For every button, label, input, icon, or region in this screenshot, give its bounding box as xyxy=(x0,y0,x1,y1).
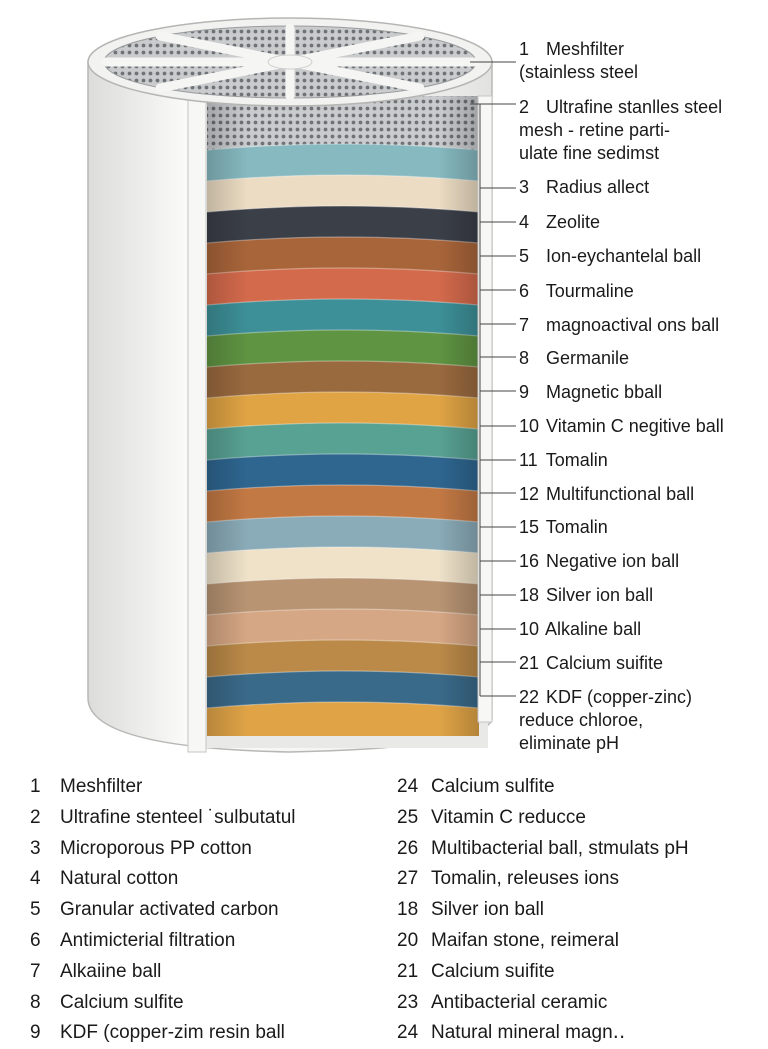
legend-text: Silver ion ball xyxy=(431,899,544,921)
legend-text: Alkaiine ball xyxy=(60,960,162,982)
callout-label xyxy=(519,96,764,165)
legend-item xyxy=(397,838,689,860)
callout-text: Radius allect xyxy=(546,177,650,197)
callout-text: Vitamin C negitive ball xyxy=(546,416,724,436)
callout-number: 21 xyxy=(519,653,540,673)
callout-text: KDF (copper-zinc) reduce chloroe, eliminate pH xyxy=(519,687,693,753)
legend-number: 25 xyxy=(397,806,419,828)
legend-item xyxy=(30,930,235,952)
legend-item xyxy=(397,992,607,1014)
legend-number: 5 xyxy=(30,899,41,921)
callout-text: Ion-eychantelal ball xyxy=(546,246,702,266)
callout-number: 11 xyxy=(519,450,538,470)
legend-number: 4 xyxy=(30,868,41,890)
callout-text: Ultrafine stanlles steel mesh - retine parti- ulate fine sedimst xyxy=(519,97,723,163)
legend-item xyxy=(30,868,178,890)
callout-text: Tomalin xyxy=(545,517,608,537)
callout-label xyxy=(519,176,764,199)
callout-number: 10 xyxy=(519,416,540,436)
callout-number: 9 xyxy=(519,382,530,402)
callout-number: 22 xyxy=(519,687,540,707)
legend-item xyxy=(30,961,161,983)
legend-number: 7 xyxy=(30,960,41,982)
callout-label xyxy=(519,381,764,404)
legend-number: 24 xyxy=(397,1022,419,1044)
legend-text: Vitamin C reducce xyxy=(431,806,586,828)
callout-text: Negative ion ball xyxy=(546,551,680,571)
legend-text: Natural mineral magn‥ xyxy=(431,1022,626,1044)
legend-item xyxy=(397,961,555,983)
legend-number: 27 xyxy=(397,868,419,890)
callout-label xyxy=(519,245,764,268)
callout-text: Alkaline ball xyxy=(545,619,642,639)
legend-text: Tomalin, releuses ions xyxy=(431,868,619,890)
callout-number: 8 xyxy=(519,348,530,368)
callout-text: Tourmaline xyxy=(545,281,634,301)
callout-number: 15 xyxy=(519,517,540,537)
legend-number: 6 xyxy=(30,930,41,951)
legend-text: Calcium sulfite xyxy=(431,776,555,797)
callout-number: 7 xyxy=(519,315,530,335)
legend-text: Antibacterial ceramic xyxy=(431,991,608,1013)
callout-number: 10 xyxy=(519,619,540,639)
callout-text: Meshfilter (stainless steel xyxy=(519,39,639,82)
callout-number: 6 xyxy=(519,281,530,301)
callout-label xyxy=(519,211,764,234)
legend-number: 20 xyxy=(397,930,419,951)
legend-number: 18 xyxy=(397,899,419,921)
callout-number: 5 xyxy=(519,246,530,266)
callout-label xyxy=(519,686,764,755)
legend-item xyxy=(397,930,619,952)
legend-number: 8 xyxy=(30,991,41,1013)
legend-number: 3 xyxy=(30,837,41,859)
callout-text: Tomalin xyxy=(545,450,608,470)
shell-cut-edge-left xyxy=(188,96,206,752)
legend-text: Calcium sulfite xyxy=(60,991,184,1013)
callout-label xyxy=(519,347,764,370)
legend-text: Antimicterial filtration xyxy=(60,930,236,951)
legend-text: Meshfilter xyxy=(60,776,143,797)
callout-number: 2 xyxy=(519,97,530,117)
callout-label xyxy=(519,483,764,506)
callout-text: Silver ion ball xyxy=(546,585,654,605)
callout-label xyxy=(519,314,764,337)
legend-item xyxy=(397,868,619,890)
legend-text: Ultrafine stenteel ˙sulbutatul xyxy=(60,806,296,828)
legend-item xyxy=(30,838,252,860)
callout-text: Zeolite xyxy=(546,212,601,232)
legend-item xyxy=(397,1022,625,1044)
callout-number: 16 xyxy=(519,551,540,571)
legend-item xyxy=(397,776,555,798)
legend-text: Granular activated carbon xyxy=(60,899,279,921)
legend-text: Multibacterial ball, stmulats pH xyxy=(431,837,689,859)
legend-number: 1 xyxy=(30,776,41,797)
legend-number: 2 xyxy=(30,806,41,828)
callout-label xyxy=(519,415,764,438)
callout-number: 18 xyxy=(519,585,540,605)
legend-number: 9 xyxy=(30,1022,41,1044)
callout-text: Magnetic bball xyxy=(546,382,663,402)
callout-label xyxy=(519,584,764,607)
callout-number: 12 xyxy=(519,484,540,504)
callout-text: Multifunctional ball xyxy=(546,484,695,504)
legend-item xyxy=(30,992,184,1014)
legend-item xyxy=(397,807,586,829)
callout-label xyxy=(519,449,764,472)
legend-item xyxy=(30,899,279,921)
callout-label xyxy=(519,280,764,303)
callout-label xyxy=(519,550,764,573)
callout-text: Calcium suifite xyxy=(546,653,664,673)
top-cap-hub xyxy=(268,55,312,69)
legend-text: KDF (copper-zim resin ball xyxy=(60,1022,285,1044)
callout-label xyxy=(519,618,764,641)
legend-number: 24 xyxy=(397,776,419,797)
legend-item xyxy=(397,899,544,921)
legend-text: Natural cotton xyxy=(60,868,179,890)
legend-number: 26 xyxy=(397,837,419,859)
legend-text: Maifan stone, reimeral xyxy=(431,930,619,951)
legend-number: 23 xyxy=(397,991,419,1013)
callout-text: Germanile xyxy=(546,348,630,368)
callout-number: 3 xyxy=(519,177,530,197)
callout-number: 4 xyxy=(519,212,530,232)
callout-label xyxy=(519,38,764,84)
legend-item xyxy=(30,807,296,829)
legend-item xyxy=(30,1022,285,1044)
legend-text: Microporous PP cotton xyxy=(60,837,252,859)
legend-item xyxy=(30,776,142,798)
legend-text: Calcium suifite xyxy=(431,960,555,982)
callout-text: magnoactival ons ball xyxy=(546,315,720,335)
legend-number: 21 xyxy=(397,960,419,982)
callout-label xyxy=(519,652,764,675)
callout-number: 1 xyxy=(519,39,530,59)
callout-label xyxy=(519,516,764,539)
